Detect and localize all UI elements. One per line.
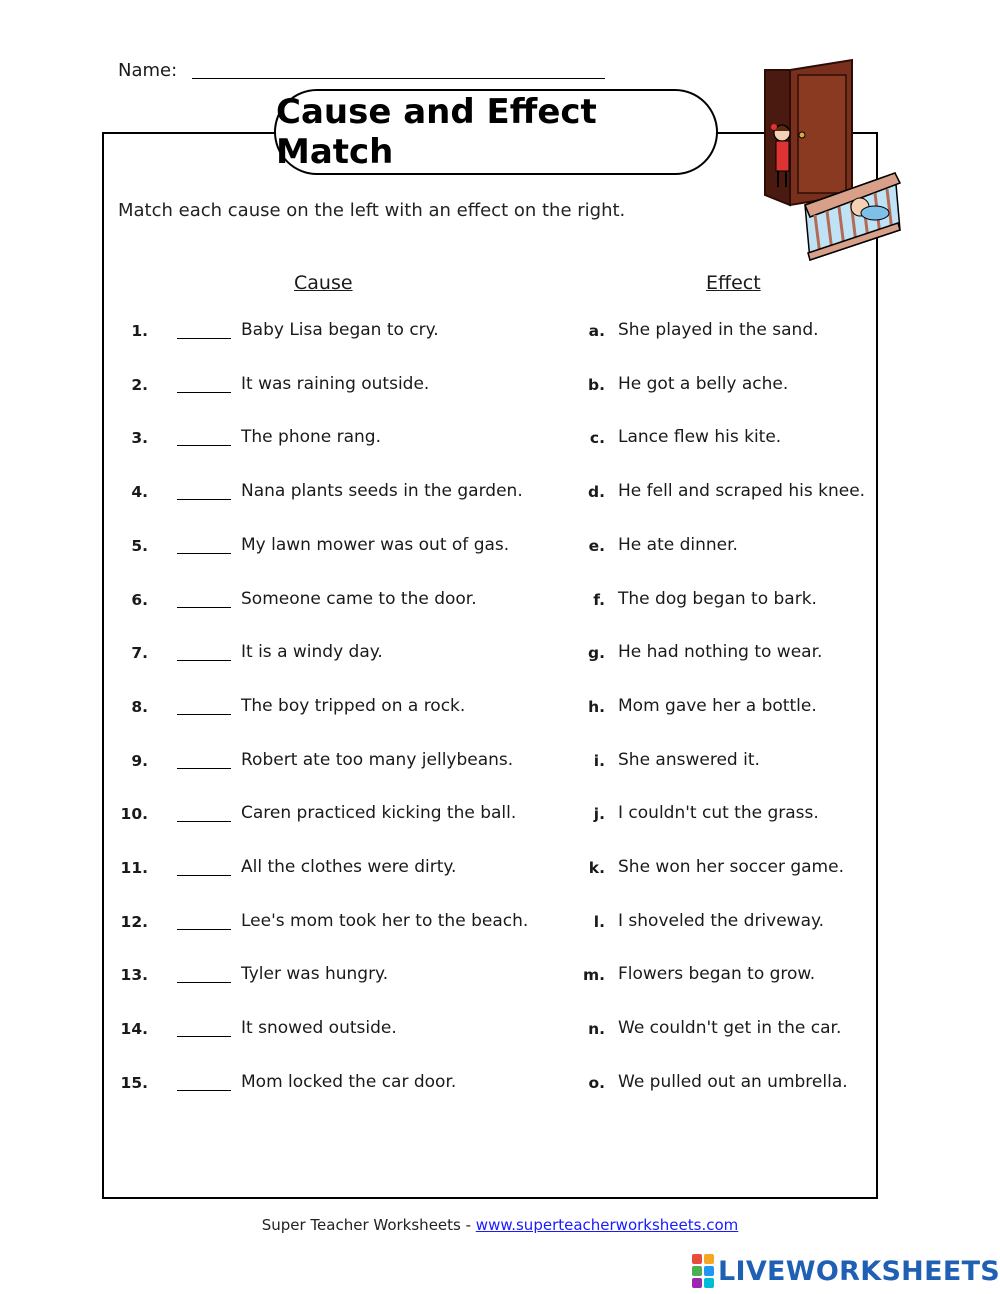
logo-square [692, 1266, 702, 1276]
door-and-crib-illustration [760, 55, 905, 265]
table-row [0, 696, 1000, 726]
answer-blank[interactable] [177, 982, 231, 983]
answer-blank[interactable] [177, 499, 231, 500]
name-input-line[interactable] [192, 78, 605, 79]
answer-blank[interactable] [177, 392, 231, 393]
cause-number: 12. [120, 912, 148, 931]
footer [0, 1216, 1000, 1234]
answer-blank[interactable] [177, 714, 231, 715]
page-title: Cause and Effect Match [274, 89, 718, 175]
table-row [0, 964, 1000, 994]
answer-blank[interactable] [177, 445, 231, 446]
cause-text: The phone rang. [241, 427, 382, 448]
name-label: Name: [118, 60, 178, 81]
cause-number: 13. [120, 966, 148, 985]
footer-credit: Super Teacher Worksheets - [261, 1216, 476, 1234]
cause-text: It is a windy day. [241, 642, 383, 663]
answer-blank[interactable] [177, 1036, 231, 1037]
footer-link[interactable]: www.superteacherworksheets.com [475, 1216, 739, 1234]
table-row [0, 642, 1000, 672]
cause-text: It snowed outside. [241, 1018, 397, 1039]
cause-number: 15. [120, 1073, 148, 1092]
effect-text: I couldn't cut the grass. [618, 803, 819, 824]
effect-letter: b. [588, 375, 605, 394]
instructions: Match each cause on the left with an effect on the right. [118, 200, 626, 221]
table-row [0, 427, 1000, 457]
answer-blank[interactable] [177, 553, 231, 554]
cause-text: Baby Lisa began to cry. [241, 320, 439, 340]
table-row [0, 857, 1000, 887]
table-row [0, 589, 1000, 619]
effect-letter: d. [588, 483, 605, 502]
effect-text: Mom gave her a bottle. [618, 695, 817, 716]
table-row [0, 481, 1000, 511]
cause-number: 6. [131, 590, 148, 609]
effect-letter: i. [593, 751, 605, 770]
cause-text: Someone came to the door. [241, 588, 477, 609]
effect-text: The dog began to bark. [618, 588, 817, 609]
cause-text: Lee's mom took her to the beach. [241, 910, 529, 931]
effect-text: She answered it. [618, 749, 760, 770]
cause-number: 3. [131, 429, 148, 448]
cause-text: Robert ate too many jellybeans. [241, 749, 514, 770]
answer-blank[interactable] [177, 1090, 231, 1091]
effect-letter: e. [588, 536, 605, 555]
effect-text: He ate dinner. [618, 534, 738, 555]
table-row [0, 750, 1000, 780]
cause-text: It was raining outside. [241, 373, 430, 394]
effect-letter: k. [588, 859, 605, 877]
effect-letter: l. [593, 912, 605, 931]
cause-number: 11. [120, 859, 148, 877]
liveworksheets-logo[interactable] [692, 1254, 1000, 1288]
table-row [0, 320, 1000, 350]
cause-text: My lawn mower was out of gas. [241, 534, 510, 555]
effect-text: She won her soccer game. [618, 857, 844, 877]
effect-text: He got a belly ache. [618, 373, 789, 394]
logo-square [704, 1278, 714, 1288]
answer-blank[interactable] [177, 929, 231, 930]
cause-number: 10. [120, 805, 148, 824]
answer-blank[interactable] [177, 607, 231, 608]
effect-letter: j. [593, 805, 605, 824]
cause-column-header: Cause [294, 272, 353, 294]
table-row [0, 803, 1000, 833]
cause-number: 2. [131, 375, 148, 394]
table-row [0, 535, 1000, 565]
effect-column-header: Effect [706, 272, 761, 294]
effect-text: He fell and scraped his knee. [618, 481, 866, 502]
answer-blank[interactable] [177, 875, 231, 876]
effect-letter: o. [588, 1073, 605, 1092]
answer-blank[interactable] [177, 821, 231, 822]
table-row [0, 374, 1000, 404]
effect-text: We pulled out an umbrella. [618, 1071, 848, 1092]
effect-letter: g. [588, 644, 605, 663]
logo-square [692, 1278, 702, 1288]
cause-text: Caren practiced kicking the ball. [241, 803, 517, 824]
effect-letter: n. [588, 1020, 605, 1039]
cause-number: 9. [131, 751, 148, 770]
effect-letter: c. [589, 429, 605, 448]
logo-square [692, 1254, 702, 1264]
cause-text: Tyler was hungry. [241, 964, 389, 985]
answer-blank[interactable] [177, 768, 231, 769]
answer-blank[interactable] [177, 338, 231, 339]
table-row [0, 911, 1000, 941]
logo-text: LIVEWORKSHEETS [718, 1255, 1000, 1287]
effect-text: I shoveled the driveway. [618, 910, 825, 931]
effect-letter: h. [588, 697, 605, 716]
cause-number: 5. [131, 536, 148, 555]
cause-number: 14. [120, 1020, 148, 1039]
cause-text: Mom locked the car door. [241, 1071, 457, 1092]
effect-letter: a. [588, 322, 605, 340]
effect-text: Lance flew his kite. [618, 427, 782, 448]
cause-text: All the clothes were dirty. [241, 857, 457, 877]
logo-square [704, 1266, 714, 1276]
logo-squares-icon [692, 1254, 714, 1288]
cause-text: The boy tripped on a rock. [241, 695, 466, 716]
effect-text: Flowers began to grow. [618, 964, 816, 985]
cause-number: 4. [131, 483, 148, 502]
cause-number: 8. [131, 697, 148, 716]
effect-letter: f. [593, 590, 605, 609]
effect-letter: m. [582, 966, 605, 985]
effect-text: We couldn't get in the car. [618, 1018, 842, 1039]
logo-square [704, 1254, 714, 1264]
effect-text: She played in the sand. [618, 320, 819, 340]
cause-number: 1. [131, 322, 148, 340]
answer-blank[interactable] [177, 660, 231, 661]
cause-number: 7. [131, 644, 148, 663]
cause-text: Nana plants seeds in the garden. [241, 481, 523, 502]
table-row [0, 1018, 1000, 1048]
table-row [0, 1072, 1000, 1102]
effect-text: He had nothing to wear. [618, 642, 823, 663]
